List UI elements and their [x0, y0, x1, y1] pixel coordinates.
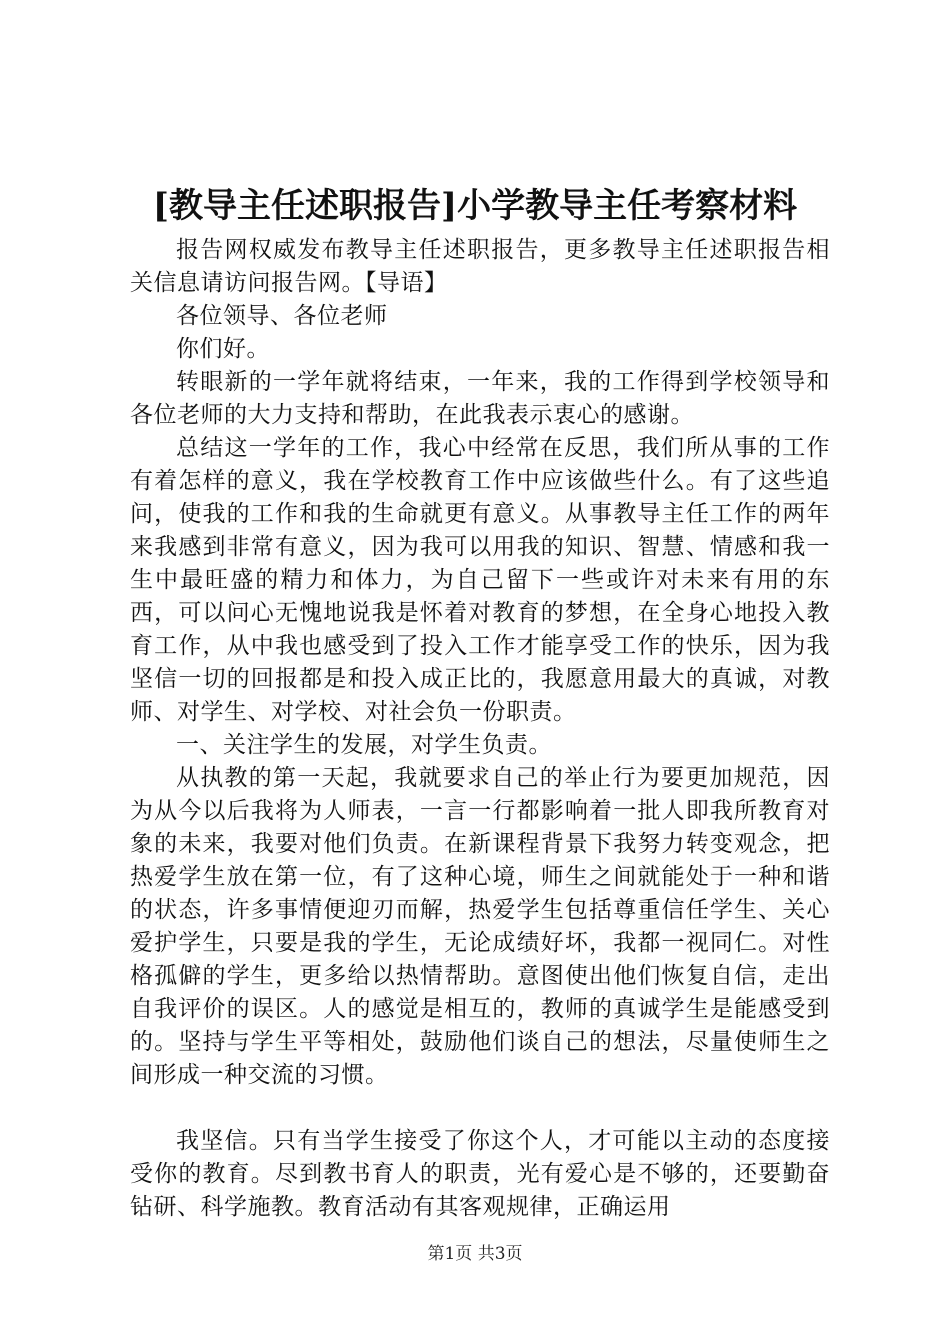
- document-title: [教导主任述职报告]小学教导主任考察材料: [152, 186, 798, 226]
- paragraph-intro: 报告网权威发布教导主任述职报告，更多教导主任述职报告相关信息请访问报告网。【导语】: [130, 237, 830, 296]
- document-body: [130, 234, 830, 1224]
- section-heading-1: 一、关注学生的发展，对学生负责。: [176, 732, 552, 758]
- page-number: 第1页 共3页: [427, 1244, 523, 1264]
- paragraph-salutation: 各位领导、各位老师: [176, 303, 388, 329]
- paragraph-thanks: 转眼新的一学年就将结束，一年来，我的工作得到学校领导和各位老师的大力支持和帮助，在此我表示衷心的感谢。: [130, 369, 830, 428]
- paragraph-belief: 我坚信。只有当学生接受了你这个人，才可能以主动的态度接受你的教育。尽到教书育人的职责，光有爱心是不够的，还要勤奋钻研、科学施教。教育活动有其客观规律，正确运用: [130, 1128, 830, 1220]
- paragraph-greeting: 你们好。: [176, 336, 270, 362]
- paragraph-summary: 总结这一学年的工作，我心中经常在反思，我们所从事的工作有着怎样的意义，我在学校教育工作中应该做些什么。有了这些追问，使我的工作和我的生命就更有意义。从事教导主任工作的两年来我感到非常有意义，因为我可以用我的知识、智慧、情感和我一生中最旺盛的精力和体力，为自己留下一些或许对未来有用的东西，可以问心无愧地说我是怀着对教育的梦想，在全身心地投入教育工作，从中我也感受到了投入工作才能享受工作的快乐，因为我坚信一切的回报都是和投入成正比的，我愿意用最大的真诚，对教师、对学生、对学校、对社会负一份职责。: [130, 435, 830, 725]
- paragraph-students: 从执教的第一天起，我就要求自己的举止行为要更加规范，因为从今以后我将为人师表，一言一行都影响着一批人即我所教育对象的未来，我要对他们负责。在新课程背景下我努力转变观念，把热爱学生放在第一位，有了这种心境，师生之间就能处于一种和谐的状态，许多事情便迎刃而解，热爱学生包括尊重信任学生、关心爱护学生，只要是我的学生，无论成绩好坏，我都一视同仁。对性格孤僻的学生，更多给以热情帮助。意图使出他们恢复自信，走出自我评价的误区。人的感觉是相互的，教师的真诚学生是能感受到的。坚持与学生平等相处，鼓励他们谈自己的想法，尽量使师生之间形成一种交流的习惯。: [130, 765, 830, 1088]
